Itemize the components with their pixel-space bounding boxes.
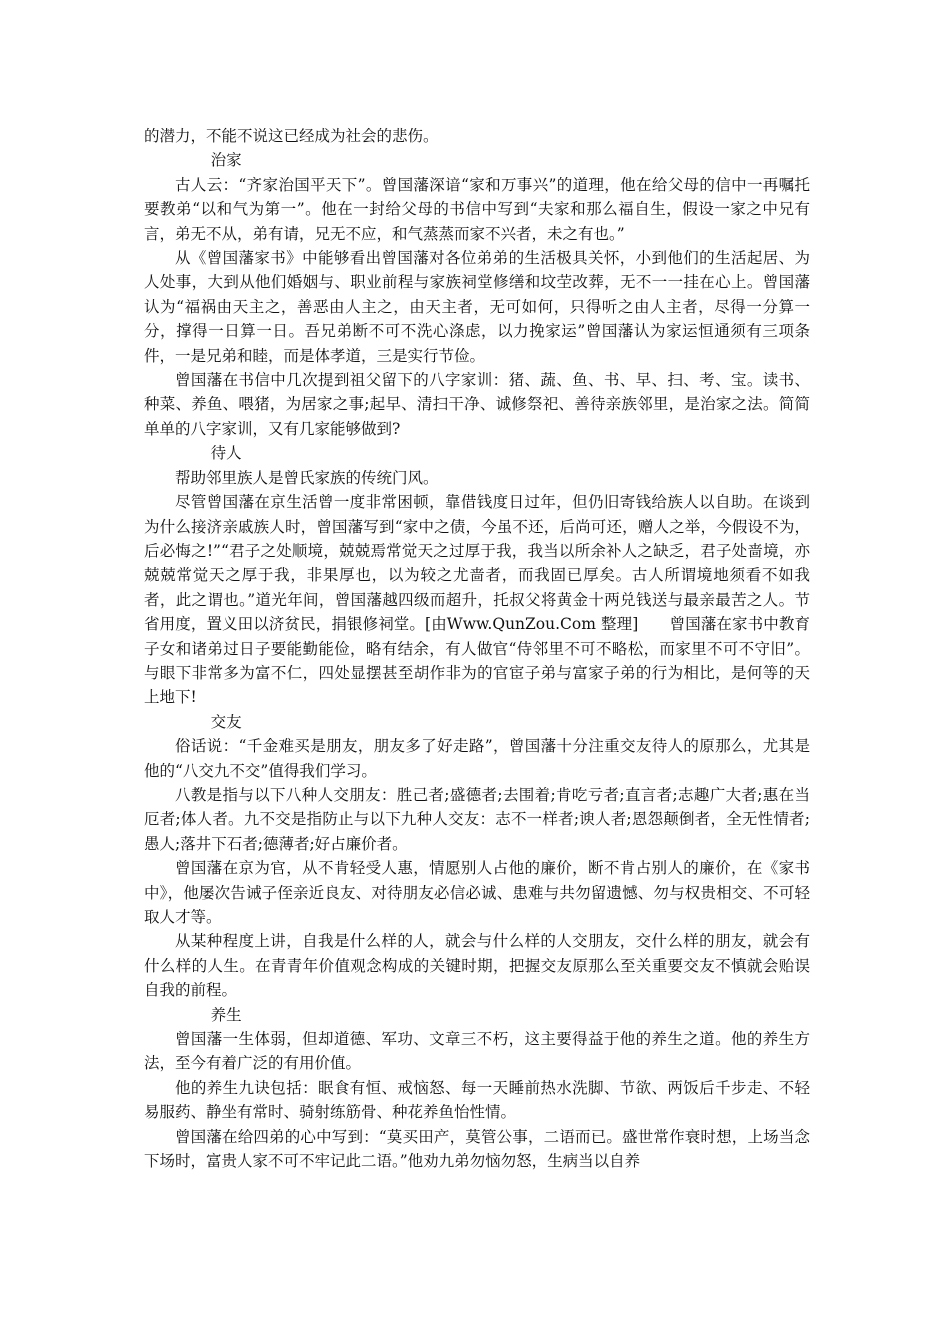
paragraph: 八教是指与以下八种人交朋友：胜己者;盛德者;去围着;肯吃亏者;直言者;志趣广大者;惠在当厄者;体人者。九不交是指防止与以下九种人交友：志不一样者;谀人者;恩怨颠倒者，全无性情者;愚人;落井下石者;德薄者;好占廉价者。 (144, 785, 810, 853)
paragraph: 曾国藩在给四弟的心中写到：“莫买田产，莫管公事，二语而已。盛世常作衰时想，上场当念下场时，富贵人家不可不牢记此二语。”他劝九弟勿恼勿怒，生病当以自养 (144, 1127, 810, 1171)
paragraph: 曾国藩一生体弱，但却道德、军功、文章三不朽，这主要得益于他的养生之道。他的养生方法，至今有着广泛的有用价值。 (144, 1030, 810, 1073)
paragraph: 帮助邻里族人是曾氏家族的传统门风。 (175, 468, 439, 487)
paragraph: 俗话说：“千金难买是朋友，朋友多了好走路”，曾国藩十分注重交友待人的原那么，尤其是他的“八交九不交”值得我们学习。 (144, 737, 810, 780)
section-heading-jiaoyou: 交友 (210, 712, 242, 731)
section-heading-yangsheng: 养生 (210, 1005, 242, 1024)
paragraph: 曾国藩在京为官，从不肯轻受人惠，情愿别人占他的廉价，断不肯占别人的廉价，在《家书中》，他屡次告诫子侄亲近良友、对待朋友必信必诚、患难与共勿留遗憾、勿与权贵相交、不可轻取人才等。 (144, 859, 810, 926)
paragraph: 从某种程度上讲，自我是什么样的人，就会与什么样的人交朋友，交什么样的朋友，就会有什么样的人生。在青青年价值观念构成的关键时期，把握交友原那么至关重要交友不慎就会贻误自我的前程。 (144, 932, 810, 1000)
paragraph: 他的养生九诀包括：眠食有恒、戒恼怒、每一天睡前热水洗脚、节欲、两饭后千步走、不轻易服药、静坐有常时、骑射练筋骨、种花养鱼怡性情。 (144, 1078, 810, 1122)
paragraph: 曾国藩在书信中几次提到祖父留下的八字家训：猪、蔬、鱼、书、早、扫、考、宝。读书、种菜、养鱼、喂猪，为居家之事;起早、清扫干净、诚修祭祀、善待亲族邻里，是治家之法。简简单单的八字家训，又有几家能够做到? (144, 371, 810, 438)
paragraph: 的潜力，不能不说这已经成为社会的悲伤。 (144, 127, 439, 145)
paragraph: 尽管曾国藩在京生活曾一度非常困顿，靠借钱度日过年，但仍旧寄钱给族人以自助。在谈到为什么接济亲戚族人时，曾国藩写到“家中之债，今虽不还，后尚可还，赠人之举，今假设不为，后必悔之!”“君子之处顺境，兢兢焉常觉天之过厚于我，我当以所余补人之缺乏，君子处啬境，亦兢兢常觉天之厚于我，非果厚也，以为较之尤啬者，而我固已厚矣。古人所谓境地须看不如我者，此之谓也。”道光年间，曾国藩越四级而超升，托叔父将黄金十两兑钱送与最亲最苦之人。节省用度，置义田以济贫民，捐银修祠堂。[由Www.QunZou.Com 整理] 曾国藩在家书中教育子女和诸弟过日子要能勤能俭，略有结余，有人做官“侍邻里不可不略松，而家里不可不守旧”。与眼下非常多为富不仁，四处显摆甚至胡作非为的官宦子弟与富家子弟的行为相比，是何等的天上地下! (144, 493, 810, 707)
paragraph: 古人云：“齐家治国平天下”。曾国藩深谙“家和万事兴”的道理，他在给父母的信中一再嘱托要教弟“以和气为第一”。他在一封给父母的书信中写到“夫家和那么福自生，假设一家之中兄有言，弟无不从，弟有请，兄无不应，和气蒸蒸而家不兴者，未之有也。” (144, 175, 810, 243)
paragraph: 从《曾国藩家书》中能够看出曾国藩对各位弟弟的生活极具关怀，小到他们的生活起居、为人处事，大到从他们婚姻与、职业前程与家族祠堂修缮和坟茔改葬，无不一一挂在心上。曾国藩认为“福祸由天主之，善恶由人主之，由天主者，无可如何，只得听之由人主者，尽得一分算一分，撑得一日算一日。吾兄弟断不可不洗心涤虑，以力挽家运”曾国藩认为家运恒通须有三项条件，一是兄弟和睦，而是体孝道，三是实行节俭。 (144, 249, 810, 365)
document-body (144, 124, 810, 1173)
section-heading-zhijia: 治家 (210, 151, 242, 170)
section-heading-dairen: 待人 (210, 444, 242, 463)
